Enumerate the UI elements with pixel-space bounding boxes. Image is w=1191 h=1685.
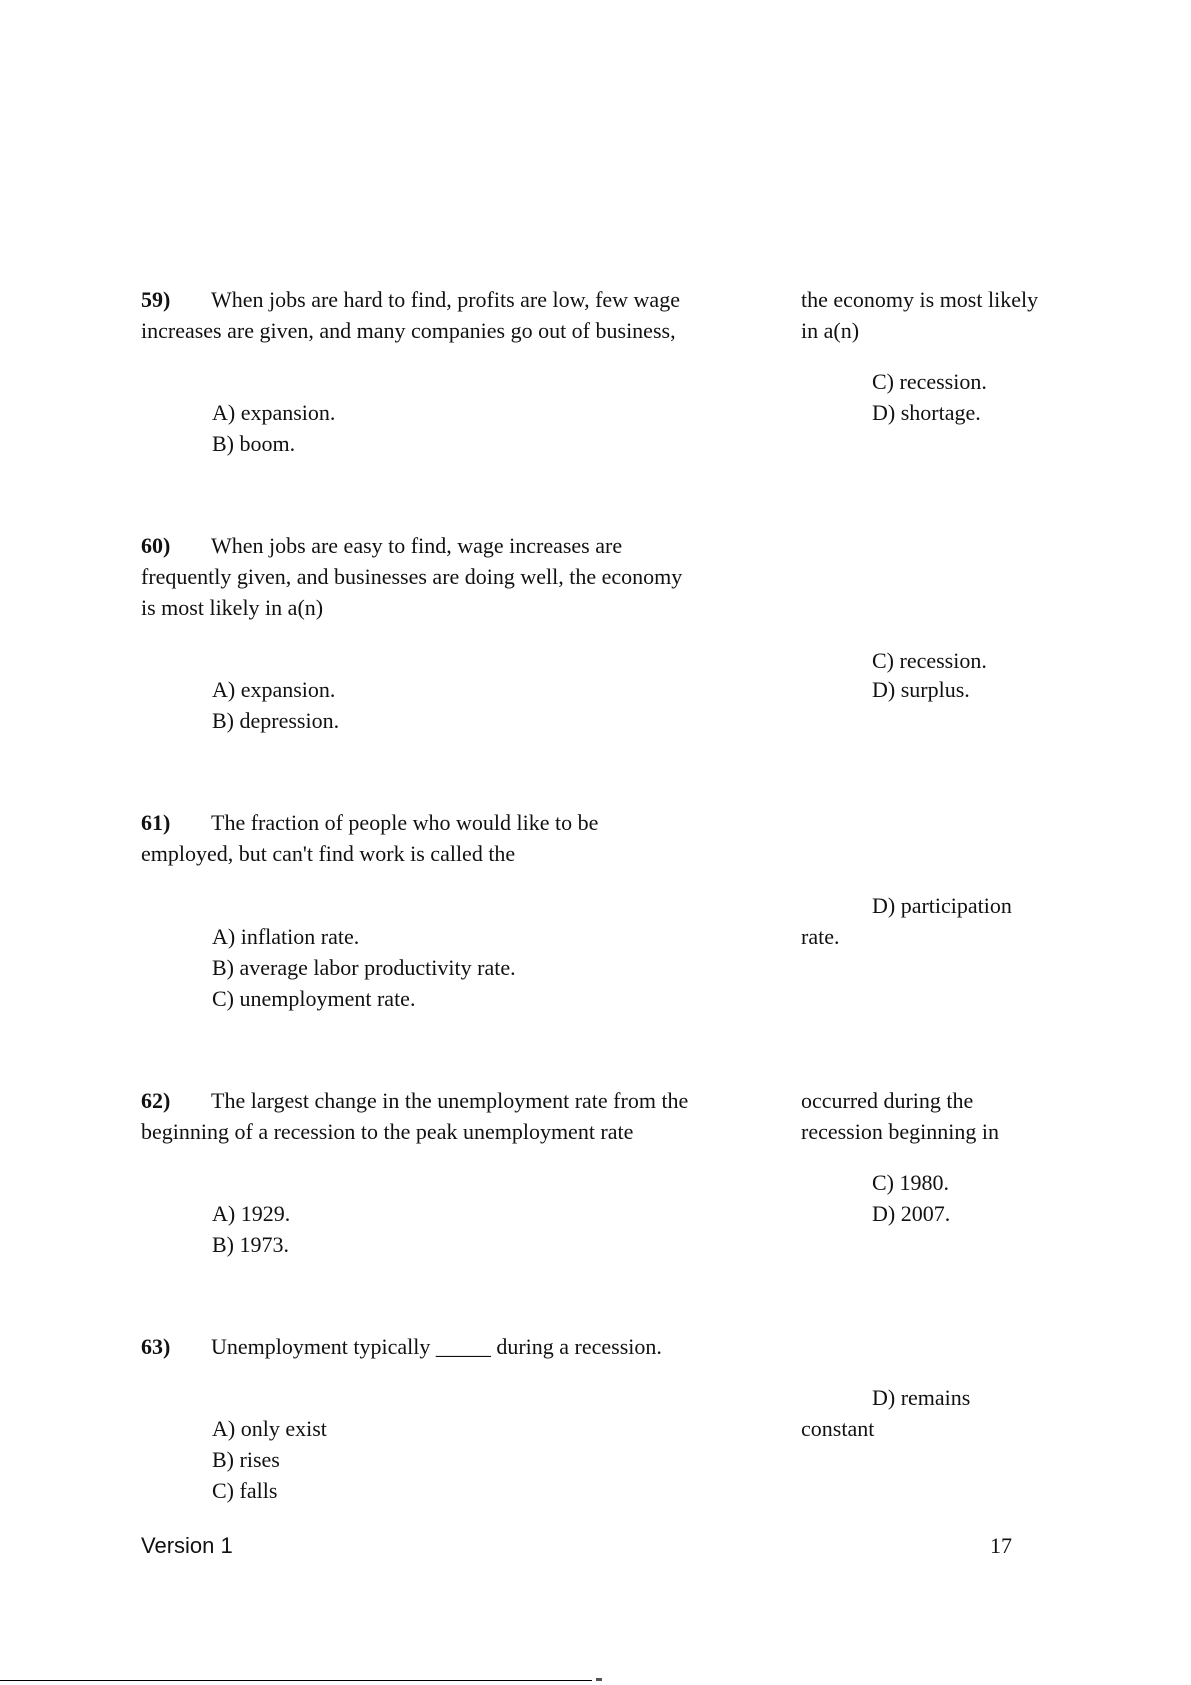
answer-option-d[interactable]: D) remains <box>872 1385 971 1410</box>
question-number: 61) <box>141 810 171 835</box>
answer-option-a[interactable]: A) only exist <box>212 1416 327 1441</box>
answer-option-d-continued: constant <box>801 1416 875 1441</box>
answer-option-c[interactable]: C) falls <box>212 1478 278 1503</box>
page-bottom-divider-mark <box>596 1678 602 1681</box>
answer-option-b[interactable]: B) average labor productivity rate. <box>212 955 516 980</box>
footer-version: Version 1 <box>141 1533 233 1558</box>
question-number: 59) <box>141 287 171 312</box>
answer-option-a[interactable]: A) 1929. <box>212 1201 291 1226</box>
question-stem-line: recession beginning in <box>801 1119 999 1144</box>
question-stem-line: 62) The largest change in the unemployment rate from the <box>141 1085 688 1116</box>
question-number: 60) <box>141 533 171 558</box>
question-stem-line: employed, but can't find work is called the <box>141 841 516 866</box>
answer-option-b[interactable]: B) boom. <box>212 431 296 456</box>
answer-option-c[interactable]: C) recession. <box>872 648 987 673</box>
answer-option-d[interactable]: D) shortage. <box>872 400 981 425</box>
question-stem-line: increases are given, and many companies go out of business, <box>141 318 676 343</box>
answer-option-d[interactable]: D) 2007. <box>872 1201 951 1226</box>
question-stem-line: frequently given, and businesses are doing well, the economy <box>141 564 683 589</box>
question-stem-line: 60) When jobs are easy to find, wage increases are <box>141 530 622 561</box>
question-stem-line: occurred during the <box>801 1088 974 1113</box>
question-number: 62) <box>141 1088 171 1113</box>
answer-option-a[interactable]: A) expansion. <box>212 400 336 425</box>
answer-option-c[interactable]: C) unemployment rate. <box>212 986 416 1011</box>
question-stem-line: is most likely in a(n) <box>141 595 324 620</box>
question-stem-line: in a(n) <box>801 318 860 343</box>
question-stem-line: 59) When jobs are hard to find, profits are low, few wage <box>141 284 680 315</box>
question-stem-line: the economy is most likely <box>801 287 1039 312</box>
answer-option-c[interactable]: C) recession. <box>872 369 987 394</box>
question-stem-line: 61) The fraction of people who would like to be <box>141 807 598 838</box>
answer-option-b[interactable]: B) depression. <box>212 708 340 733</box>
answer-option-b[interactable]: B) 1973. <box>212 1232 289 1257</box>
question-number: 63) <box>141 1334 171 1359</box>
answer-option-a[interactable]: A) inflation rate. <box>212 924 360 949</box>
question-stem-line: 63) Unemployment typically _____ during a recession. <box>141 1331 662 1362</box>
answer-option-c[interactable]: C) 1980. <box>872 1170 949 1195</box>
footer-page-number: 17 <box>990 1533 1012 1558</box>
answer-option-d-continued: rate. <box>801 924 840 949</box>
question-stem-line: beginning of a recession to the peak unemployment rate <box>141 1119 634 1144</box>
answer-option-a[interactable]: A) expansion. <box>212 677 336 702</box>
answer-option-d[interactable]: D) surplus. <box>872 677 970 702</box>
answer-option-b[interactable]: B) rises <box>212 1447 280 1472</box>
page-bottom-divider <box>0 1680 592 1681</box>
answer-option-d[interactable]: D) participation <box>872 893 1012 918</box>
